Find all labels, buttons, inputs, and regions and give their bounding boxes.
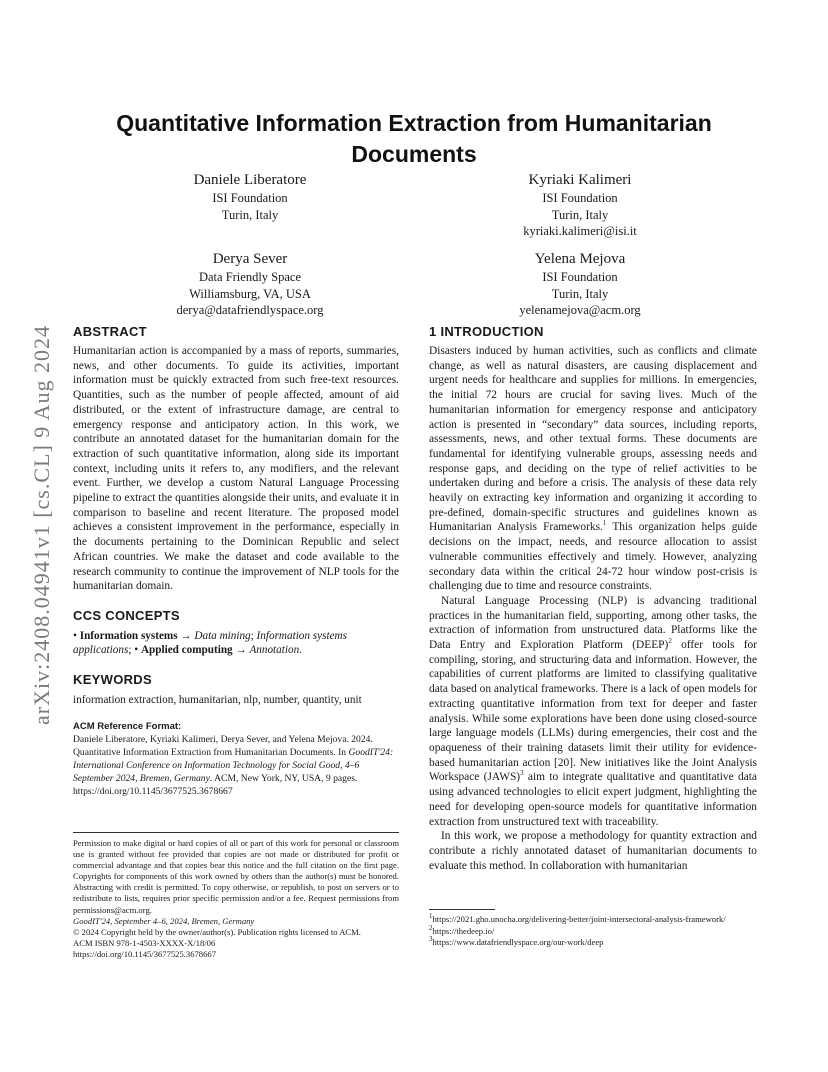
permission-block: [73, 838, 399, 960]
arxiv-identifier: arXiv:2408.04941v1 [cs.CL] 9 Aug 2024: [29, 325, 54, 725]
intro-text: This organization helps guide decisions on the impact, needs, and resource allocation to assist vulnerable communities effectively and timely. However, analyzing secondary data within the critical 24-72 hour window post-crisis is challenging due to time and resource constraints.: [429, 521, 757, 593]
footnote-link[interactable]: https://thedeep.io/: [432, 925, 495, 936]
left-column: [73, 324, 399, 798]
abstract-heading: ABSTRACT: [73, 324, 147, 339]
author-location: Turin, Italy: [551, 286, 609, 301]
author-block: [140, 170, 360, 223]
author-name: Yelena Mejova: [534, 251, 626, 267]
acm-ref-publisher: . ACM, New York, NY, USA, 9 pages. https://doi.org/10.1145/3677525.3678667: [73, 772, 358, 797]
arxiv-stamp: [22, 290, 62, 760]
ccs-arrow: →: [177, 629, 195, 642]
ccs-subconcept: Data mining: [194, 629, 251, 642]
ccs-end: .: [299, 644, 302, 657]
footnote-marker[interactable]: 2: [668, 637, 672, 646]
footnotes: [429, 914, 757, 949]
acm-ref-venue: GoodIT'24: International Conference on Information Technology for Social Good, 4–6 September 2024, Bremen, Germany: [73, 747, 394, 784]
keywords-heading: KEYWORDS: [73, 671, 152, 687]
author-location: Williamsburg, VA, USA: [189, 286, 311, 301]
acm-ref-citation: Daniele Liberatore, Kyriaki Kalimeri, Derya Sever, and Yelena Mejova. 2024. Quantitative Information Extraction from Humanitarian Documents. In: [73, 734, 373, 759]
footnote-link[interactable]: https://2021.gho.unocha.org/delivering-better/joint-intersectoral-analysis-framework/: [432, 914, 726, 924]
footnote-number: 2: [429, 923, 433, 932]
author-affiliation: ISI Foundation: [542, 191, 618, 205]
permission-divider: [73, 832, 399, 833]
author-affiliation: Data Friendly Space: [198, 270, 302, 284]
footnote-divider: [429, 909, 495, 910]
footnote: [429, 914, 757, 926]
footnote-link[interactable]: https://www.datafriendlyspace.org/our-work/deep: [432, 937, 604, 948]
right-column: [429, 324, 757, 873]
intro-text: offer tools for compiling, storing, and structuring data and information. However, the capabilities of current platforms are limited to classifying qualitative data based on analytical frameworks. There is a lack of open models for extracting quantitative information from text for deeper and faster analysis. While some explorations have been done using closed-source large language models (LLMs) during emergencies, their cost and the opaqueness of their training datasets limit their utility for evidence-based humanitarian action [20]. New initiatives like the Joint Analysis Workspace (JAWS): [429, 639, 758, 784]
author-affiliation: ISI Foundation: [542, 270, 618, 284]
author-email[interactable]: yelenamejova@acm.org: [519, 303, 641, 317]
ccs-concept: Applied computing: [140, 644, 233, 657]
author-location: Turin, Italy: [221, 207, 279, 222]
ccs-subconcept: Annotation: [249, 644, 300, 657]
conference-line: GoodIT'24, September 4–6, 2024, Bremen, Germany: [73, 915, 255, 926]
intro-paragraph: [429, 344, 757, 594]
ccs-text: [73, 629, 399, 658]
keywords-text: information extraction, humanitarian, nlp, number, quantity, unit: [73, 693, 362, 706]
isbn-line: ACM ISBN 978-1-4503-XXXX-X/18/06: [73, 937, 216, 948]
intro-text: aim to integrate qualitative and quantitative data using advanced technologies to elicit expert judgment, highlighting the need for developing open-source models for quantitative information extraction from unstructured text with traceability.: [429, 771, 757, 828]
permission-text: Permission to make digital or hard copies of all or part of this work for personal or classroom use is granted without fee provided that copies are not made or distributed for profit or commercial advantage and that copies bear this notice and the full citation on the first page. Copyrights for components of this work owned by others than the author(s) must be honored. Abstracting with credit is permitted. To copy otherwise, or republish, to post on servers or to redistribute to lists, requires prior specific permission and/or a fee. Request permissions from permissions@acm.org.: [73, 838, 399, 915]
footnote: [429, 923, 757, 938]
footnote-number: 1: [429, 912, 433, 921]
footnote-marker[interactable]: 3: [520, 769, 524, 778]
intro-text: Natural Language Processing (NLP) is advancing traditional practices in the humanitarian field, supporting, among other tasks, the extraction of information from unstructured data. Platforms like the Data Entry and Exploration Platform (DEEP): [429, 594, 757, 652]
ccs-bullet: •: [73, 629, 80, 642]
author-block: [140, 249, 360, 319]
intro-heading: 1 INTRODUCTION: [429, 324, 544, 339]
author-name: Derya Sever: [212, 251, 288, 267]
author-email[interactable]: derya@datafriendlyspace.org: [176, 303, 324, 317]
abstract-text: Humanitarian action is accompanied by a mass of reports, summaries, news, and other documents. To guide its activities, important information must be quickly extracted from such free-text resources. Quantities, such as the number of people affected, amount of aid distributed, or the extent of infrastructure damage, are central to emergency response and anticipatory action. In this work, we contribute an annotated dataset for the humanitarian domain for the extraction of such quantitative information, along side its important context, including units it refers to, any modifiers, and the relevant event. Further, we develop a custom Natural Language Processing pipeline to extract the quantities alongside their units, and evaluate it in comparison to baseline and recent literature. The proposed model achieves a consistent improvement in the performance, especially in the documents pertaining to the Dominican Republic and select African countries. We make the dataset and code available to the research community to continue the improvement of NLP tools for the humanitarian domain.: [73, 345, 399, 593]
footnote-number: 3: [429, 935, 433, 944]
footnote-marker[interactable]: 1: [602, 519, 607, 528]
ccs-separator: ;: [250, 629, 257, 642]
ccs-subconcept: Information systems applications: [73, 629, 347, 657]
ccs-heading: CCS CONCEPTS: [73, 607, 180, 623]
acm-ref-text: [73, 734, 399, 798]
ccs-arrow: →: [232, 644, 250, 657]
ccs-separator: ; •: [128, 644, 141, 657]
acm-ref-heading: ACM Reference Format:: [73, 721, 182, 733]
doi-link[interactable]: https://doi.org/10.1145/3677525.3678667: [73, 948, 216, 959]
copyright-line: © 2024 Copyright held by the owner/author(s). Publication rights licensed to ACM.: [73, 926, 361, 937]
paper-title: Quantitative Information Extraction from Humanitarian Documents: [116, 110, 712, 167]
intro-text: Disasters induced by human activities, such as conflicts and climate change, as well as natural disasters, are causing displacement and urgent needs for healthcare and supplies for millions. In emergencies, the initial 72 hours are crucial for saving lives. Much of the humanitarian information for emergency response and anticipatory action is presented in “secondary” data sources, including reports, assessments, news, and other textual forms. These documents are fundamental for identifying vulnerable groups, assessing needs and response gaps, and deciding on the type of relief activities to be undertaken during and before a crisis. The analysis of these data rely heavily on extracting key information and organizing it according to pre-defined, domain-specific structures and guidelines known as Humanitarian Analysis Frameworks.: [429, 345, 757, 534]
author-email[interactable]: kyriaki.kalimeri@isi.it: [523, 224, 637, 238]
author-name: Daniele Liberatore: [193, 172, 307, 188]
author-block: [470, 249, 690, 319]
author-affiliation: ISI Foundation: [212, 191, 288, 205]
author-name: Kyriaki Kalimeri: [528, 172, 632, 188]
ccs-concept: Information systems: [79, 629, 178, 642]
author-block: [470, 170, 690, 240]
footnote: [429, 937, 757, 949]
intro-paragraph: In this work, we propose a methodology for quantity extraction and contribute a richly annotated dataset of humanitarian documents to evaluate this method. In collaboration with humanitarian: [429, 830, 757, 872]
author-location: Turin, Italy: [551, 207, 609, 222]
intro-paragraph: [429, 594, 757, 829]
